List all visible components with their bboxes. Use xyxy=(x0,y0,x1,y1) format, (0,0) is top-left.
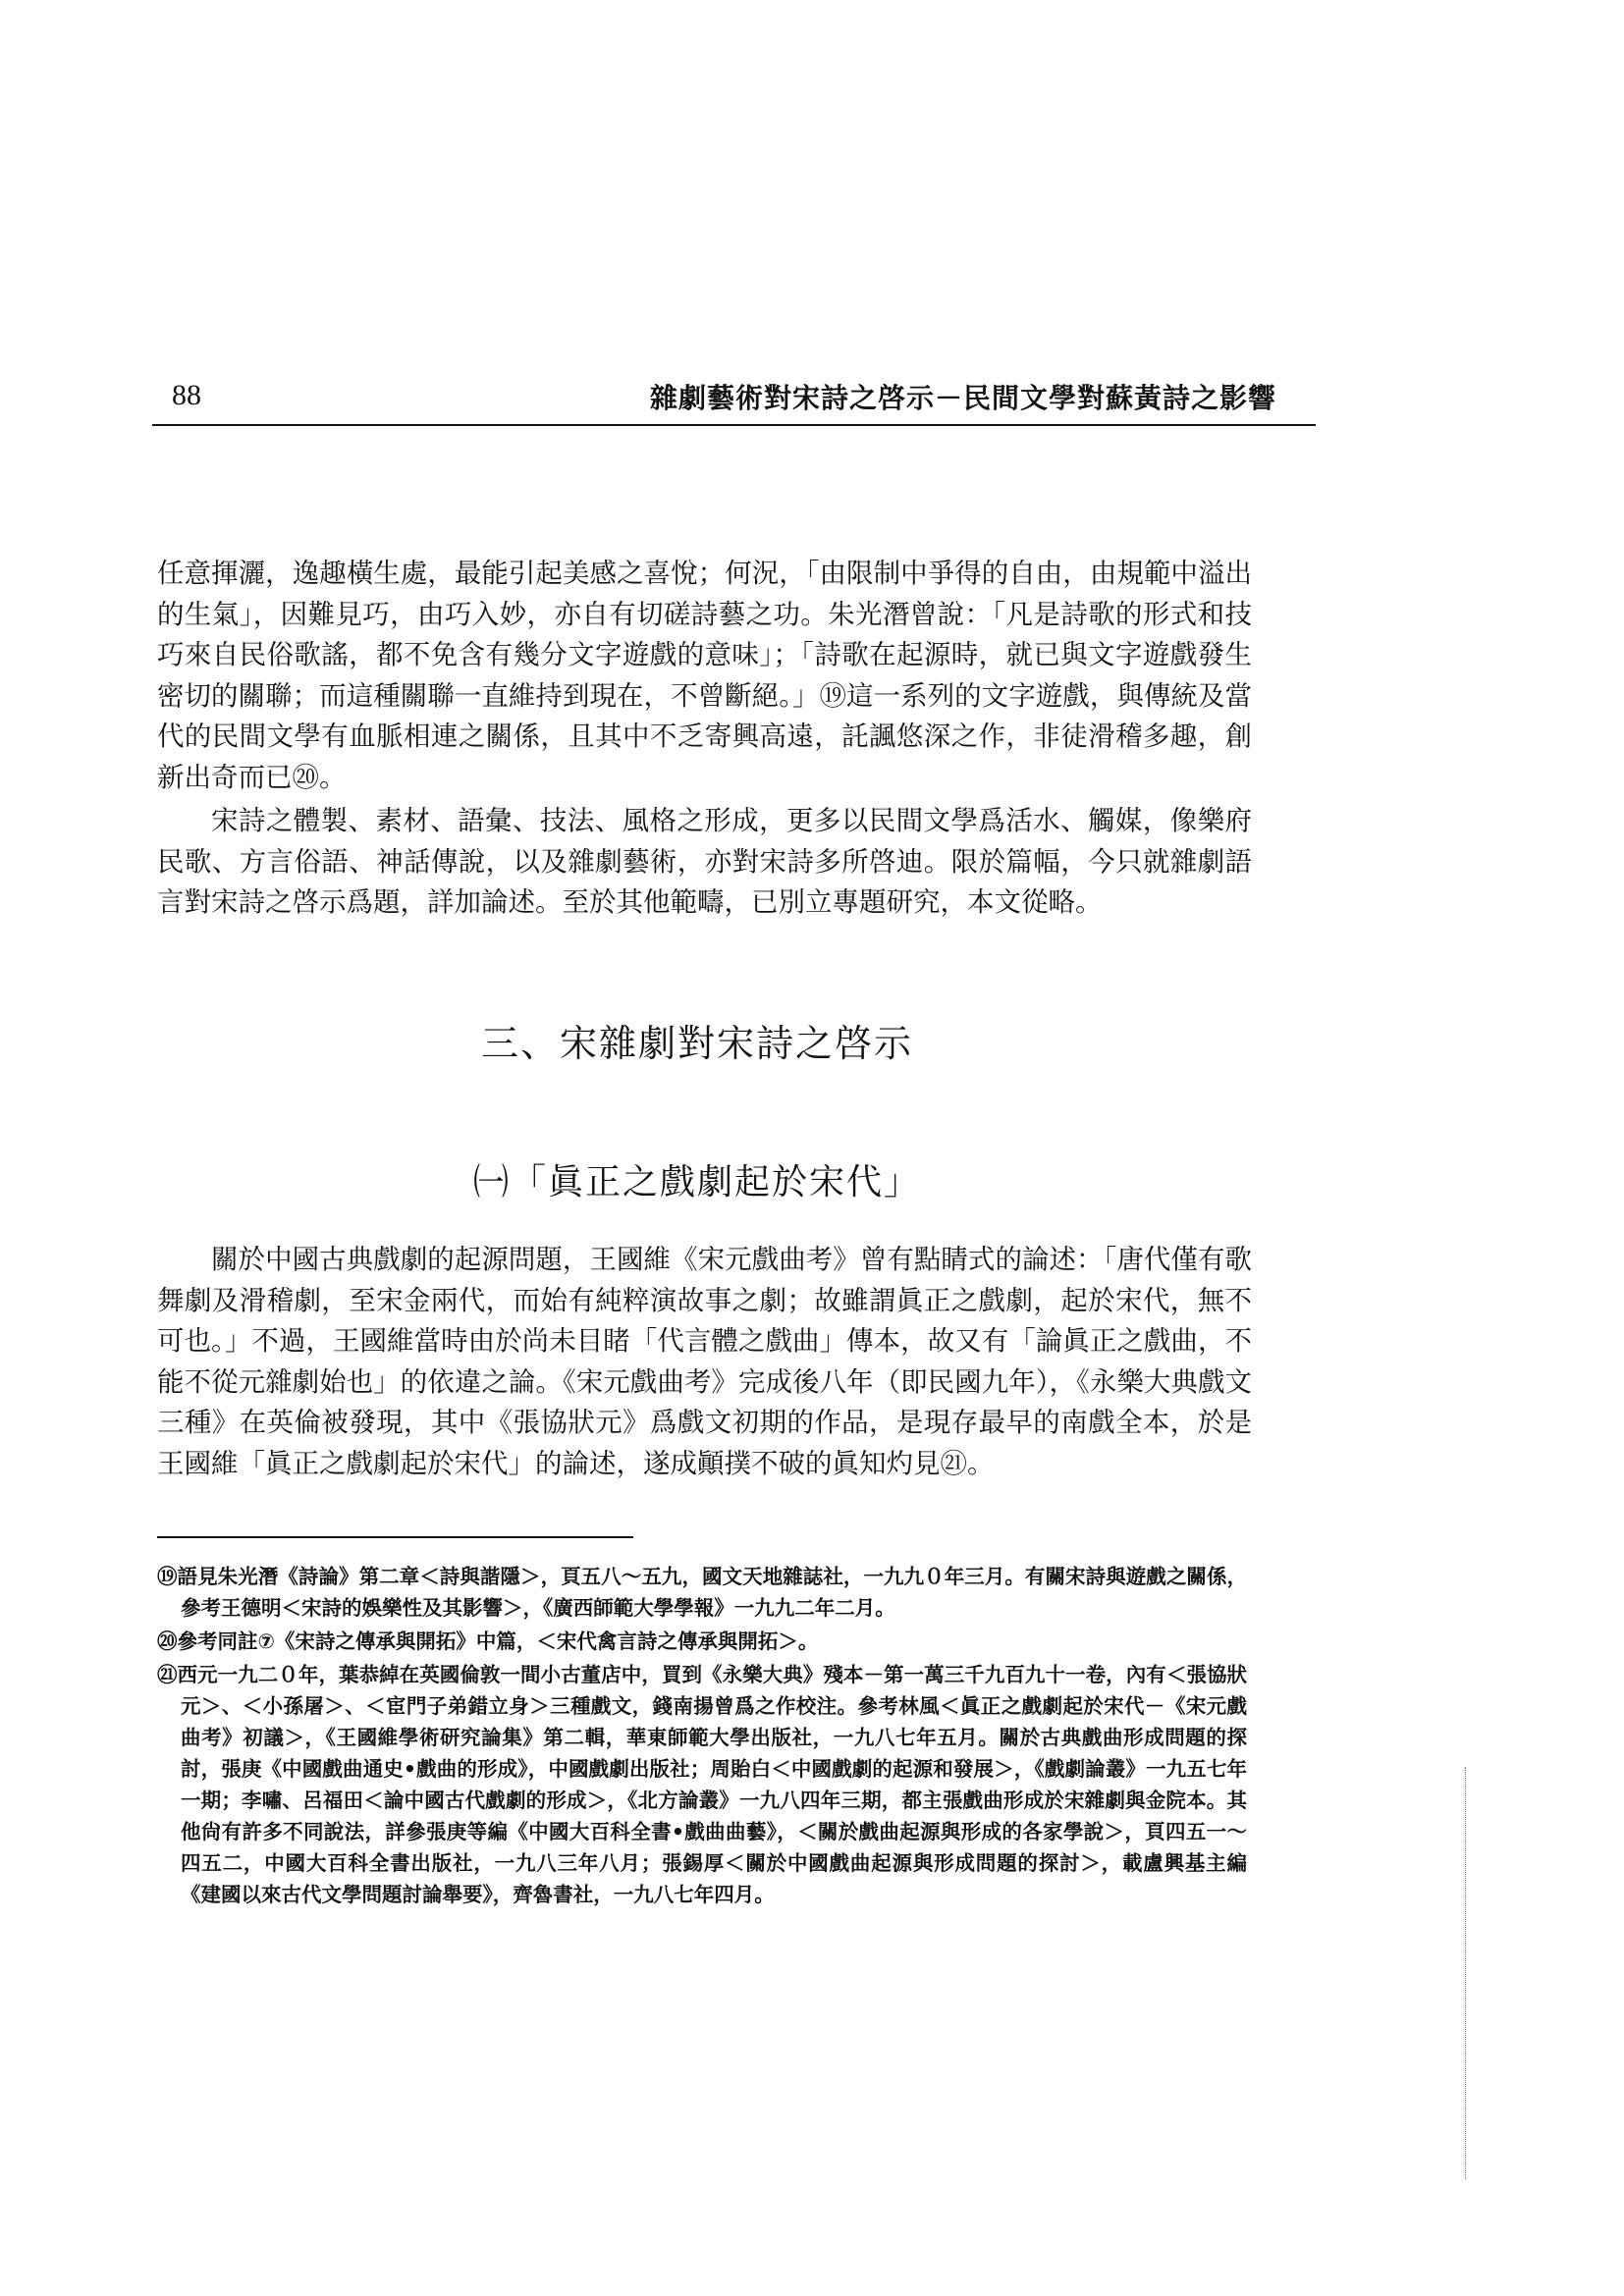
paragraph-block xyxy=(157,1240,1252,1484)
footnotes xyxy=(157,1561,1247,1912)
running-title: 雜劇藝術對宋詩之啓示－民間文學對蘇黃詩之影響 xyxy=(649,382,1276,414)
paragraph-1: 任意揮灑，逸趣橫生處，最能引起美感之喜悅；何況，「由限制中爭得的自由，由規範中溢出的生氣」，因難見巧，由巧入妙，亦自有切磋詩藝之功。朱光潛曾說：「凡是詩歌的形式和技巧來自民俗歌謠，都不免含有幾分文字遊戲的意味」；「詩歌在起源時，就已與文字遊戲發生密切的關聯；而這種關聯一直維持到現在，不曾斷絕。」⑲這一系列的文字遊戲，與傳統及當代的民間文學有血脈相連之關係，且其中不乏寄興高遠，託諷悠深之作，非徒滑稽多趣，創新出奇而已⑳。 xyxy=(157,558,1252,793)
footnote-divider xyxy=(157,1536,633,1538)
paragraph-continued xyxy=(157,554,1252,798)
footnote-20: ⑳參考同註⑦《宋詩之傳承與開拓》中篇，＜宋代禽言詩之傳承與開拓＞。 xyxy=(157,1629,819,1653)
paragraph-2: 宋詩之體製、素材、語彙、技法、風格之形成，更多以民間文學爲活水、觸媒，像樂府民歌、方言俗語、神話傳說，以及雜劇藝術，亦對宋詩多所啓迪。限於篇幅，今只就雜劇語言對宋詩之啓示爲題，詳加論述。至於其他範疇，已別立專題研究，本文從略。 xyxy=(157,805,1252,918)
section-heading: 三、宋雜劇對宋詩之啓示 xyxy=(480,1022,913,1065)
footnote-19: ⑲語見朱光潛《詩論》第二章＜詩與諧隱＞，頁五八～五九，國文天地雜誌社，一九九０年三月。有關宋詩與遊戲之關係，參考王德明＜宋詩的娛樂性及其影響＞，《廣西師範大學學報》一九九二年二月。 xyxy=(157,1565,1247,1620)
page-number: 88 xyxy=(172,379,201,411)
footnote-21: ㉑西元一九二０年，葉恭綽在英國倫敦一間小古董店中，買到《永樂大典》殘本－第一萬三千九百九十一卷，內有＜張協狀元＞、＜小孫屠＞、＜宦門子弟錯立身＞三種戲文，錢南揚曾爲之作校注。參考林風＜眞正之戲劇起於宋代－《宋元戲曲考》初議＞，《王國維學術研究論集》第二輯，華東師範大學出版社，一九八七年五月。關於古典戲曲形成問題的探討，張庚《中國戲曲通史•戲曲的形成》，中國戲劇出版社；周貽白＜中國戲劇的起源和發展＞，《戲劇論叢》一九五七年一期；李嘯、呂福田＜論中國古代戲劇的形成＞，《北方論叢》一九八四年三期，都主張戲曲形成於宋雜劇與金院本。其他尙有許多不同說法，詳參張庚等編《中國大百科全書•戲曲曲藝》，＜關於戲曲起源與形成的各家學說＞，頁四五一～四五二，中國大百科全書出版社，一九八三年八月；張錫厚＜關於中國戲曲起源與形成問題的探討＞，載盧興基主編《建國以來古代文學問題討論舉要》，齊魯書社，一九八七年四月。 xyxy=(157,1663,1247,1906)
paragraph-block xyxy=(157,801,1252,924)
page-header xyxy=(152,373,1316,426)
subsection-heading: ㈠「眞正之戲劇起於宋代」 xyxy=(472,1162,921,1202)
paragraph-3: 關於中國古典戲劇的起源問題，王國維《宋元戲曲考》曾有點睛式的論述：「唐代僅有歌舞劇及滑稽劇，至宋金兩代，而始有純粹演故事之劇；故雖謂眞正之戲劇，起於宋代，無不可也。」不過，王國維當時由於尚未目睹「代言體之戲曲」傳本，故又有「論眞正之戲曲，不能不從元雜劇始也」的依違之論。《宋元戲曲考》完成後八年（即民國九年），《永樂大典戲文三種》在英倫被發現，其中《張協狀元》爲戲文初期的作品，是現存最早的南戲全本，於是王國維「眞正之戲劇起於宋代」的論述，遂成顚撲不破的眞知灼見㉑。 xyxy=(157,1244,1252,1479)
scan-margin-line xyxy=(1465,1767,1466,2179)
